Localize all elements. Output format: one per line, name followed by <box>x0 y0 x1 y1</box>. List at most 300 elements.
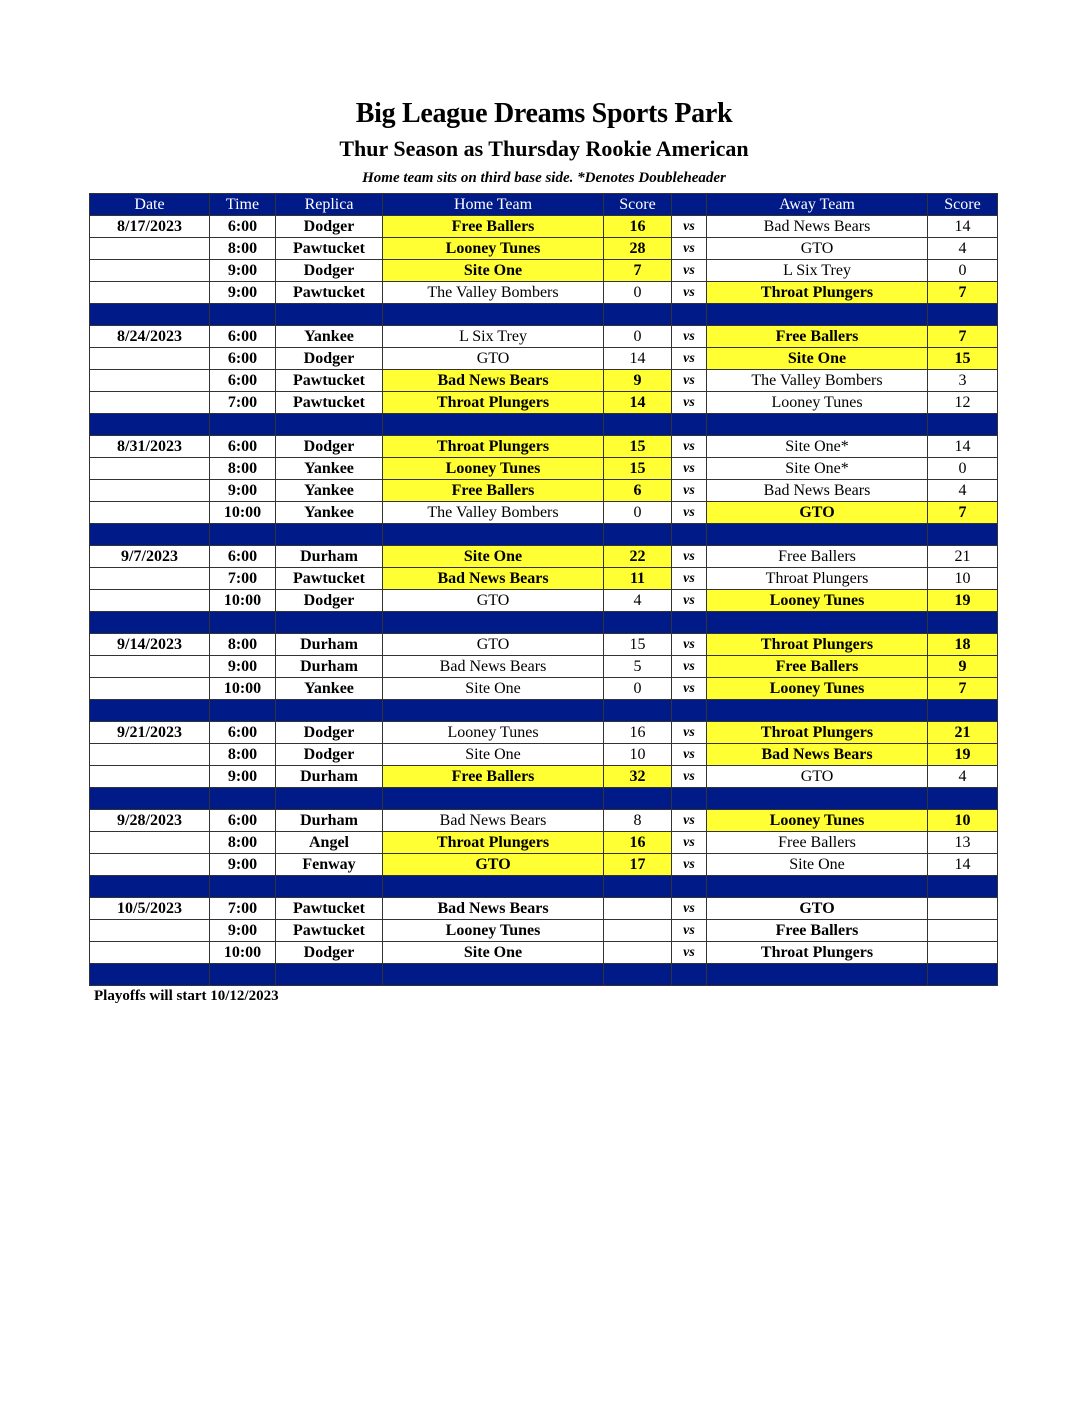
separator-cell <box>210 304 276 326</box>
home-score-cell: 16 <box>604 722 672 744</box>
time-cell: 7:00 <box>210 392 276 414</box>
separator-cell <box>707 524 928 546</box>
home-team-cell: L Six Trey <box>383 326 604 348</box>
away-score-cell: 0 <box>928 260 998 282</box>
replica-cell: Dodger <box>276 216 383 238</box>
home-score-cell: 5 <box>604 656 672 678</box>
home-team-cell: Bad News Bears <box>383 898 604 920</box>
away-score-cell: 14 <box>928 854 998 876</box>
table-row <box>90 348 998 370</box>
separator-cell <box>383 788 604 810</box>
separator-cell <box>210 788 276 810</box>
home-score-cell: 6 <box>604 480 672 502</box>
date-cell <box>90 942 210 964</box>
date-cell: 8/31/2023 <box>90 436 210 458</box>
table-row <box>90 722 998 744</box>
home-score-cell: 15 <box>604 634 672 656</box>
separator-cell <box>672 700 707 722</box>
away-score-cell: 15 <box>928 348 998 370</box>
vs-cell: vs <box>672 546 707 568</box>
table-row <box>90 458 998 480</box>
away-score-cell: 10 <box>928 568 998 590</box>
home-score-cell: 0 <box>604 502 672 524</box>
replica-cell: Durham <box>276 656 383 678</box>
separator-cell <box>276 524 383 546</box>
vs-cell: vs <box>672 810 707 832</box>
header-away-score: Score <box>928 194 998 216</box>
vs-cell: vs <box>672 238 707 260</box>
table-row <box>90 282 998 304</box>
away-team-cell: Looney Tunes <box>707 678 928 700</box>
away-team-cell: Site One <box>707 854 928 876</box>
header-away-team: Away Team <box>707 194 928 216</box>
table-row <box>90 480 998 502</box>
page-title: Big League Dreams Sports Park <box>355 98 733 129</box>
away-score-cell: 4 <box>928 766 998 788</box>
home-team-cell: The Valley Bombers <box>383 282 604 304</box>
home-score-cell: 8 <box>604 810 672 832</box>
separator-cell <box>210 612 276 634</box>
away-team-cell: Throat Plungers <box>707 634 928 656</box>
vs-cell: vs <box>672 854 707 876</box>
home-score-cell: 32 <box>604 766 672 788</box>
home-team-cell: Looney Tunes <box>383 722 604 744</box>
separator-cell <box>210 700 276 722</box>
time-cell: 6:00 <box>210 546 276 568</box>
table-row <box>90 392 998 414</box>
home-team-cell: Bad News Bears <box>383 370 604 392</box>
vs-cell: vs <box>672 766 707 788</box>
vs-cell: vs <box>672 678 707 700</box>
separator-cell <box>672 876 707 898</box>
date-cell <box>90 678 210 700</box>
away-team-cell: GTO <box>707 766 928 788</box>
home-score-cell: 0 <box>604 326 672 348</box>
separator-cell <box>604 788 672 810</box>
separator-cell <box>90 964 210 986</box>
week-separator-row <box>90 524 998 546</box>
home-team-cell: Bad News Bears <box>383 810 604 832</box>
separator-cell <box>90 414 210 436</box>
table-row <box>90 370 998 392</box>
away-team-cell: GTO <box>707 898 928 920</box>
separator-cell <box>707 964 928 986</box>
table-row <box>90 546 998 568</box>
home-score-cell: 9 <box>604 370 672 392</box>
table-row <box>90 238 998 260</box>
separator-cell <box>210 876 276 898</box>
separator-cell <box>928 304 998 326</box>
separator-cell <box>928 700 998 722</box>
separator-cell <box>90 788 210 810</box>
separator-cell <box>707 788 928 810</box>
away-team-cell: L Six Trey <box>707 260 928 282</box>
vs-cell: vs <box>672 260 707 282</box>
time-cell: 9:00 <box>210 480 276 502</box>
home-team-cell: Free Ballers <box>383 480 604 502</box>
home-score-cell: 10 <box>604 744 672 766</box>
home-team-cell: Throat Plungers <box>383 436 604 458</box>
date-cell <box>90 260 210 282</box>
header-time: Time <box>210 194 276 216</box>
away-score-cell: 7 <box>928 678 998 700</box>
vs-cell: vs <box>672 942 707 964</box>
week-separator-row <box>90 788 998 810</box>
away-score-cell <box>928 942 998 964</box>
separator-cell <box>276 304 383 326</box>
home-team-cell: Bad News Bears <box>383 568 604 590</box>
replica-cell: Dodger <box>276 744 383 766</box>
time-cell: 8:00 <box>210 238 276 260</box>
separator-cell <box>90 304 210 326</box>
replica-cell: Pawtucket <box>276 238 383 260</box>
replica-cell: Pawtucket <box>276 568 383 590</box>
vs-cell: vs <box>672 744 707 766</box>
away-score-cell: 18 <box>928 634 998 656</box>
time-cell: 9:00 <box>210 656 276 678</box>
time-cell: 10:00 <box>210 502 276 524</box>
separator-cell <box>604 700 672 722</box>
week-separator-row <box>90 612 998 634</box>
away-team-cell: Site One* <box>707 436 928 458</box>
away-team-cell: Throat Plungers <box>707 282 928 304</box>
time-cell: 9:00 <box>210 854 276 876</box>
time-cell: 10:00 <box>210 590 276 612</box>
home-team-cell: Free Ballers <box>383 766 604 788</box>
table-header-row <box>90 194 998 216</box>
away-team-cell: Free Ballers <box>707 832 928 854</box>
vs-cell: vs <box>672 436 707 458</box>
away-score-cell: 12 <box>928 392 998 414</box>
time-cell: 6:00 <box>210 810 276 832</box>
home-team-cell: GTO <box>383 854 604 876</box>
separator-cell <box>672 964 707 986</box>
table-row <box>90 634 998 656</box>
vs-cell: vs <box>672 392 707 414</box>
separator-cell <box>604 304 672 326</box>
separator-cell <box>672 524 707 546</box>
away-score-cell: 21 <box>928 546 998 568</box>
vs-cell: vs <box>672 326 707 348</box>
date-cell <box>90 590 210 612</box>
vs-cell: vs <box>672 722 707 744</box>
away-team-cell: Free Ballers <box>707 546 928 568</box>
replica-cell: Dodger <box>276 590 383 612</box>
replica-cell: Yankee <box>276 458 383 480</box>
away-team-cell: GTO <box>707 502 928 524</box>
date-cell <box>90 854 210 876</box>
vs-cell: vs <box>672 656 707 678</box>
vs-cell: vs <box>672 480 707 502</box>
replica-cell: Pawtucket <box>276 920 383 942</box>
home-score-cell: 7 <box>604 260 672 282</box>
home-team-cell: Throat Plungers <box>383 832 604 854</box>
home-score-cell <box>604 898 672 920</box>
replica-cell: Dodger <box>276 942 383 964</box>
time-cell: 8:00 <box>210 458 276 480</box>
away-team-cell: The Valley Bombers <box>707 370 928 392</box>
table-row <box>90 942 998 964</box>
home-score-cell: 11 <box>604 568 672 590</box>
separator-cell <box>672 788 707 810</box>
replica-cell: Dodger <box>276 260 383 282</box>
table-row <box>90 502 998 524</box>
away-score-cell <box>928 898 998 920</box>
separator-cell <box>928 876 998 898</box>
table-row <box>90 678 998 700</box>
away-team-cell: Site One* <box>707 458 928 480</box>
date-cell: 9/28/2023 <box>90 810 210 832</box>
separator-cell <box>928 524 998 546</box>
time-cell: 9:00 <box>210 282 276 304</box>
separator-cell <box>707 414 928 436</box>
home-score-cell: 15 <box>604 436 672 458</box>
separator-cell <box>276 612 383 634</box>
away-score-cell: 4 <box>928 238 998 260</box>
away-score-cell: 4 <box>928 480 998 502</box>
vs-cell: vs <box>672 832 707 854</box>
date-cell <box>90 656 210 678</box>
table-row <box>90 854 998 876</box>
home-score-cell: 16 <box>604 216 672 238</box>
separator-cell <box>928 964 998 986</box>
date-cell <box>90 568 210 590</box>
playoffs-note: Playoffs will start 10/12/2023 <box>94 988 279 1004</box>
away-team-cell: Free Ballers <box>707 920 928 942</box>
home-team-cell: Site One <box>383 546 604 568</box>
week-separator-row <box>90 964 998 986</box>
separator-cell <box>210 524 276 546</box>
header-home-team: Home Team <box>383 194 604 216</box>
vs-cell: vs <box>672 898 707 920</box>
date-cell: 9/7/2023 <box>90 546 210 568</box>
separator-cell <box>928 788 998 810</box>
separator-cell <box>383 612 604 634</box>
replica-cell: Dodger <box>276 436 383 458</box>
separator-cell <box>383 414 604 436</box>
separator-cell <box>210 964 276 986</box>
vs-cell: vs <box>672 920 707 942</box>
vs-cell: vs <box>672 458 707 480</box>
separator-cell <box>90 700 210 722</box>
home-team-cell: Throat Plungers <box>383 392 604 414</box>
away-team-cell: Bad News Bears <box>707 480 928 502</box>
home-score-cell: 17 <box>604 854 672 876</box>
header-home-score: Score <box>604 194 672 216</box>
time-cell: 8:00 <box>210 744 276 766</box>
away-score-cell: 7 <box>928 502 998 524</box>
away-team-cell: Site One <box>707 348 928 370</box>
replica-cell: Yankee <box>276 326 383 348</box>
time-cell: 7:00 <box>210 898 276 920</box>
vs-cell: vs <box>672 590 707 612</box>
away-score-cell: 13 <box>928 832 998 854</box>
home-team-cell: Site One <box>383 260 604 282</box>
separator-cell <box>928 612 998 634</box>
replica-cell: Durham <box>276 634 383 656</box>
time-cell: 9:00 <box>210 260 276 282</box>
home-score-cell: 0 <box>604 678 672 700</box>
vs-cell: vs <box>672 282 707 304</box>
home-team-cell: Site One <box>383 942 604 964</box>
week-separator-row <box>90 304 998 326</box>
date-cell <box>90 480 210 502</box>
home-team-cell: GTO <box>383 590 604 612</box>
home-score-cell: 14 <box>604 348 672 370</box>
replica-cell: Pawtucket <box>276 392 383 414</box>
separator-cell <box>276 876 383 898</box>
away-team-cell: Throat Plungers <box>707 722 928 744</box>
time-cell: 6:00 <box>210 436 276 458</box>
vs-cell: vs <box>672 568 707 590</box>
replica-cell: Dodger <box>276 722 383 744</box>
home-score-cell <box>604 920 672 942</box>
separator-cell <box>383 700 604 722</box>
time-cell: 7:00 <box>210 568 276 590</box>
separator-cell <box>383 304 604 326</box>
home-team-cell: GTO <box>383 634 604 656</box>
time-cell: 10:00 <box>210 942 276 964</box>
vs-cell: vs <box>672 370 707 392</box>
home-score-cell <box>604 942 672 964</box>
table-row <box>90 436 998 458</box>
replica-cell: Dodger <box>276 348 383 370</box>
away-team-cell: Free Ballers <box>707 326 928 348</box>
table-row <box>90 832 998 854</box>
separator-cell <box>276 788 383 810</box>
time-cell: 9:00 <box>210 920 276 942</box>
date-cell <box>90 392 210 414</box>
date-cell <box>90 744 210 766</box>
home-score-cell: 28 <box>604 238 672 260</box>
week-separator-row <box>90 414 998 436</box>
away-team-cell: Bad News Bears <box>707 744 928 766</box>
time-cell: 8:00 <box>210 832 276 854</box>
away-team-cell: Throat Plungers <box>707 942 928 964</box>
home-score-cell: 22 <box>604 546 672 568</box>
away-team-cell: Looney Tunes <box>707 590 928 612</box>
replica-cell: Durham <box>276 766 383 788</box>
separator-cell <box>672 414 707 436</box>
home-score-cell: 15 <box>604 458 672 480</box>
week-separator-row <box>90 876 998 898</box>
home-team-cell: Site One <box>383 678 604 700</box>
separator-cell <box>672 612 707 634</box>
away-team-cell: Looney Tunes <box>707 810 928 832</box>
date-cell <box>90 370 210 392</box>
separator-cell <box>672 304 707 326</box>
table-row <box>90 744 998 766</box>
table-row <box>90 260 998 282</box>
time-cell: 9:00 <box>210 766 276 788</box>
separator-cell <box>90 524 210 546</box>
time-cell: 6:00 <box>210 326 276 348</box>
separator-cell <box>604 524 672 546</box>
header-date: Date <box>90 194 210 216</box>
separator-cell <box>928 414 998 436</box>
separator-cell <box>604 414 672 436</box>
separator-cell <box>276 414 383 436</box>
away-score-cell: 21 <box>928 722 998 744</box>
vs-cell: vs <box>672 216 707 238</box>
table-row <box>90 216 998 238</box>
away-score-cell: 3 <box>928 370 998 392</box>
home-team-cell: The Valley Bombers <box>383 502 604 524</box>
replica-cell: Pawtucket <box>276 898 383 920</box>
replica-cell: Durham <box>276 810 383 832</box>
away-team-cell: Free Ballers <box>707 656 928 678</box>
schedule-table <box>89 193 998 986</box>
week-separator-row <box>90 700 998 722</box>
away-score-cell: 14 <box>928 436 998 458</box>
away-score-cell: 14 <box>928 216 998 238</box>
separator-cell <box>707 700 928 722</box>
table-row <box>90 568 998 590</box>
replica-cell: Yankee <box>276 502 383 524</box>
header-vs <box>672 194 707 216</box>
replica-cell: Yankee <box>276 678 383 700</box>
away-team-cell: Looney Tunes <box>707 392 928 414</box>
home-team-cell: Bad News Bears <box>383 656 604 678</box>
date-cell <box>90 238 210 260</box>
home-team-cell: Free Ballers <box>383 216 604 238</box>
away-score-cell: 9 <box>928 656 998 678</box>
away-team-cell: Throat Plungers <box>707 568 928 590</box>
separator-cell <box>90 612 210 634</box>
time-cell: 6:00 <box>210 216 276 238</box>
table-row <box>90 590 998 612</box>
page-subtitle: Thur Season as Thursday Rookie American <box>339 136 749 161</box>
separator-cell <box>383 876 604 898</box>
separator-cell <box>383 524 604 546</box>
separator-cell <box>90 876 210 898</box>
separator-cell <box>604 612 672 634</box>
schedule-note: Home team sits on third base side. *Denotes Doubleheader <box>362 170 726 186</box>
home-score-cell: 0 <box>604 282 672 304</box>
separator-cell <box>707 612 928 634</box>
time-cell: 8:00 <box>210 634 276 656</box>
home-score-cell: 4 <box>604 590 672 612</box>
date-cell: 8/17/2023 <box>90 216 210 238</box>
home-score-cell: 16 <box>604 832 672 854</box>
time-cell: 6:00 <box>210 722 276 744</box>
date-cell <box>90 920 210 942</box>
separator-cell <box>707 876 928 898</box>
date-cell <box>90 766 210 788</box>
date-cell <box>90 458 210 480</box>
away-score-cell: 7 <box>928 282 998 304</box>
away-score-cell: 7 <box>928 326 998 348</box>
replica-cell: Yankee <box>276 480 383 502</box>
away-team-cell: Bad News Bears <box>707 216 928 238</box>
date-cell: 9/21/2023 <box>90 722 210 744</box>
date-cell: 10/5/2023 <box>90 898 210 920</box>
date-cell <box>90 282 210 304</box>
table-row <box>90 810 998 832</box>
date-cell <box>90 502 210 524</box>
separator-cell <box>604 964 672 986</box>
separator-cell <box>604 876 672 898</box>
away-score-cell: 10 <box>928 810 998 832</box>
home-team-cell: GTO <box>383 348 604 370</box>
date-cell <box>90 348 210 370</box>
vs-cell: vs <box>672 634 707 656</box>
home-team-cell: Looney Tunes <box>383 458 604 480</box>
home-team-cell: Looney Tunes <box>383 920 604 942</box>
header-replica: Replica <box>276 194 383 216</box>
separator-cell <box>210 414 276 436</box>
home-team-cell: Looney Tunes <box>383 238 604 260</box>
